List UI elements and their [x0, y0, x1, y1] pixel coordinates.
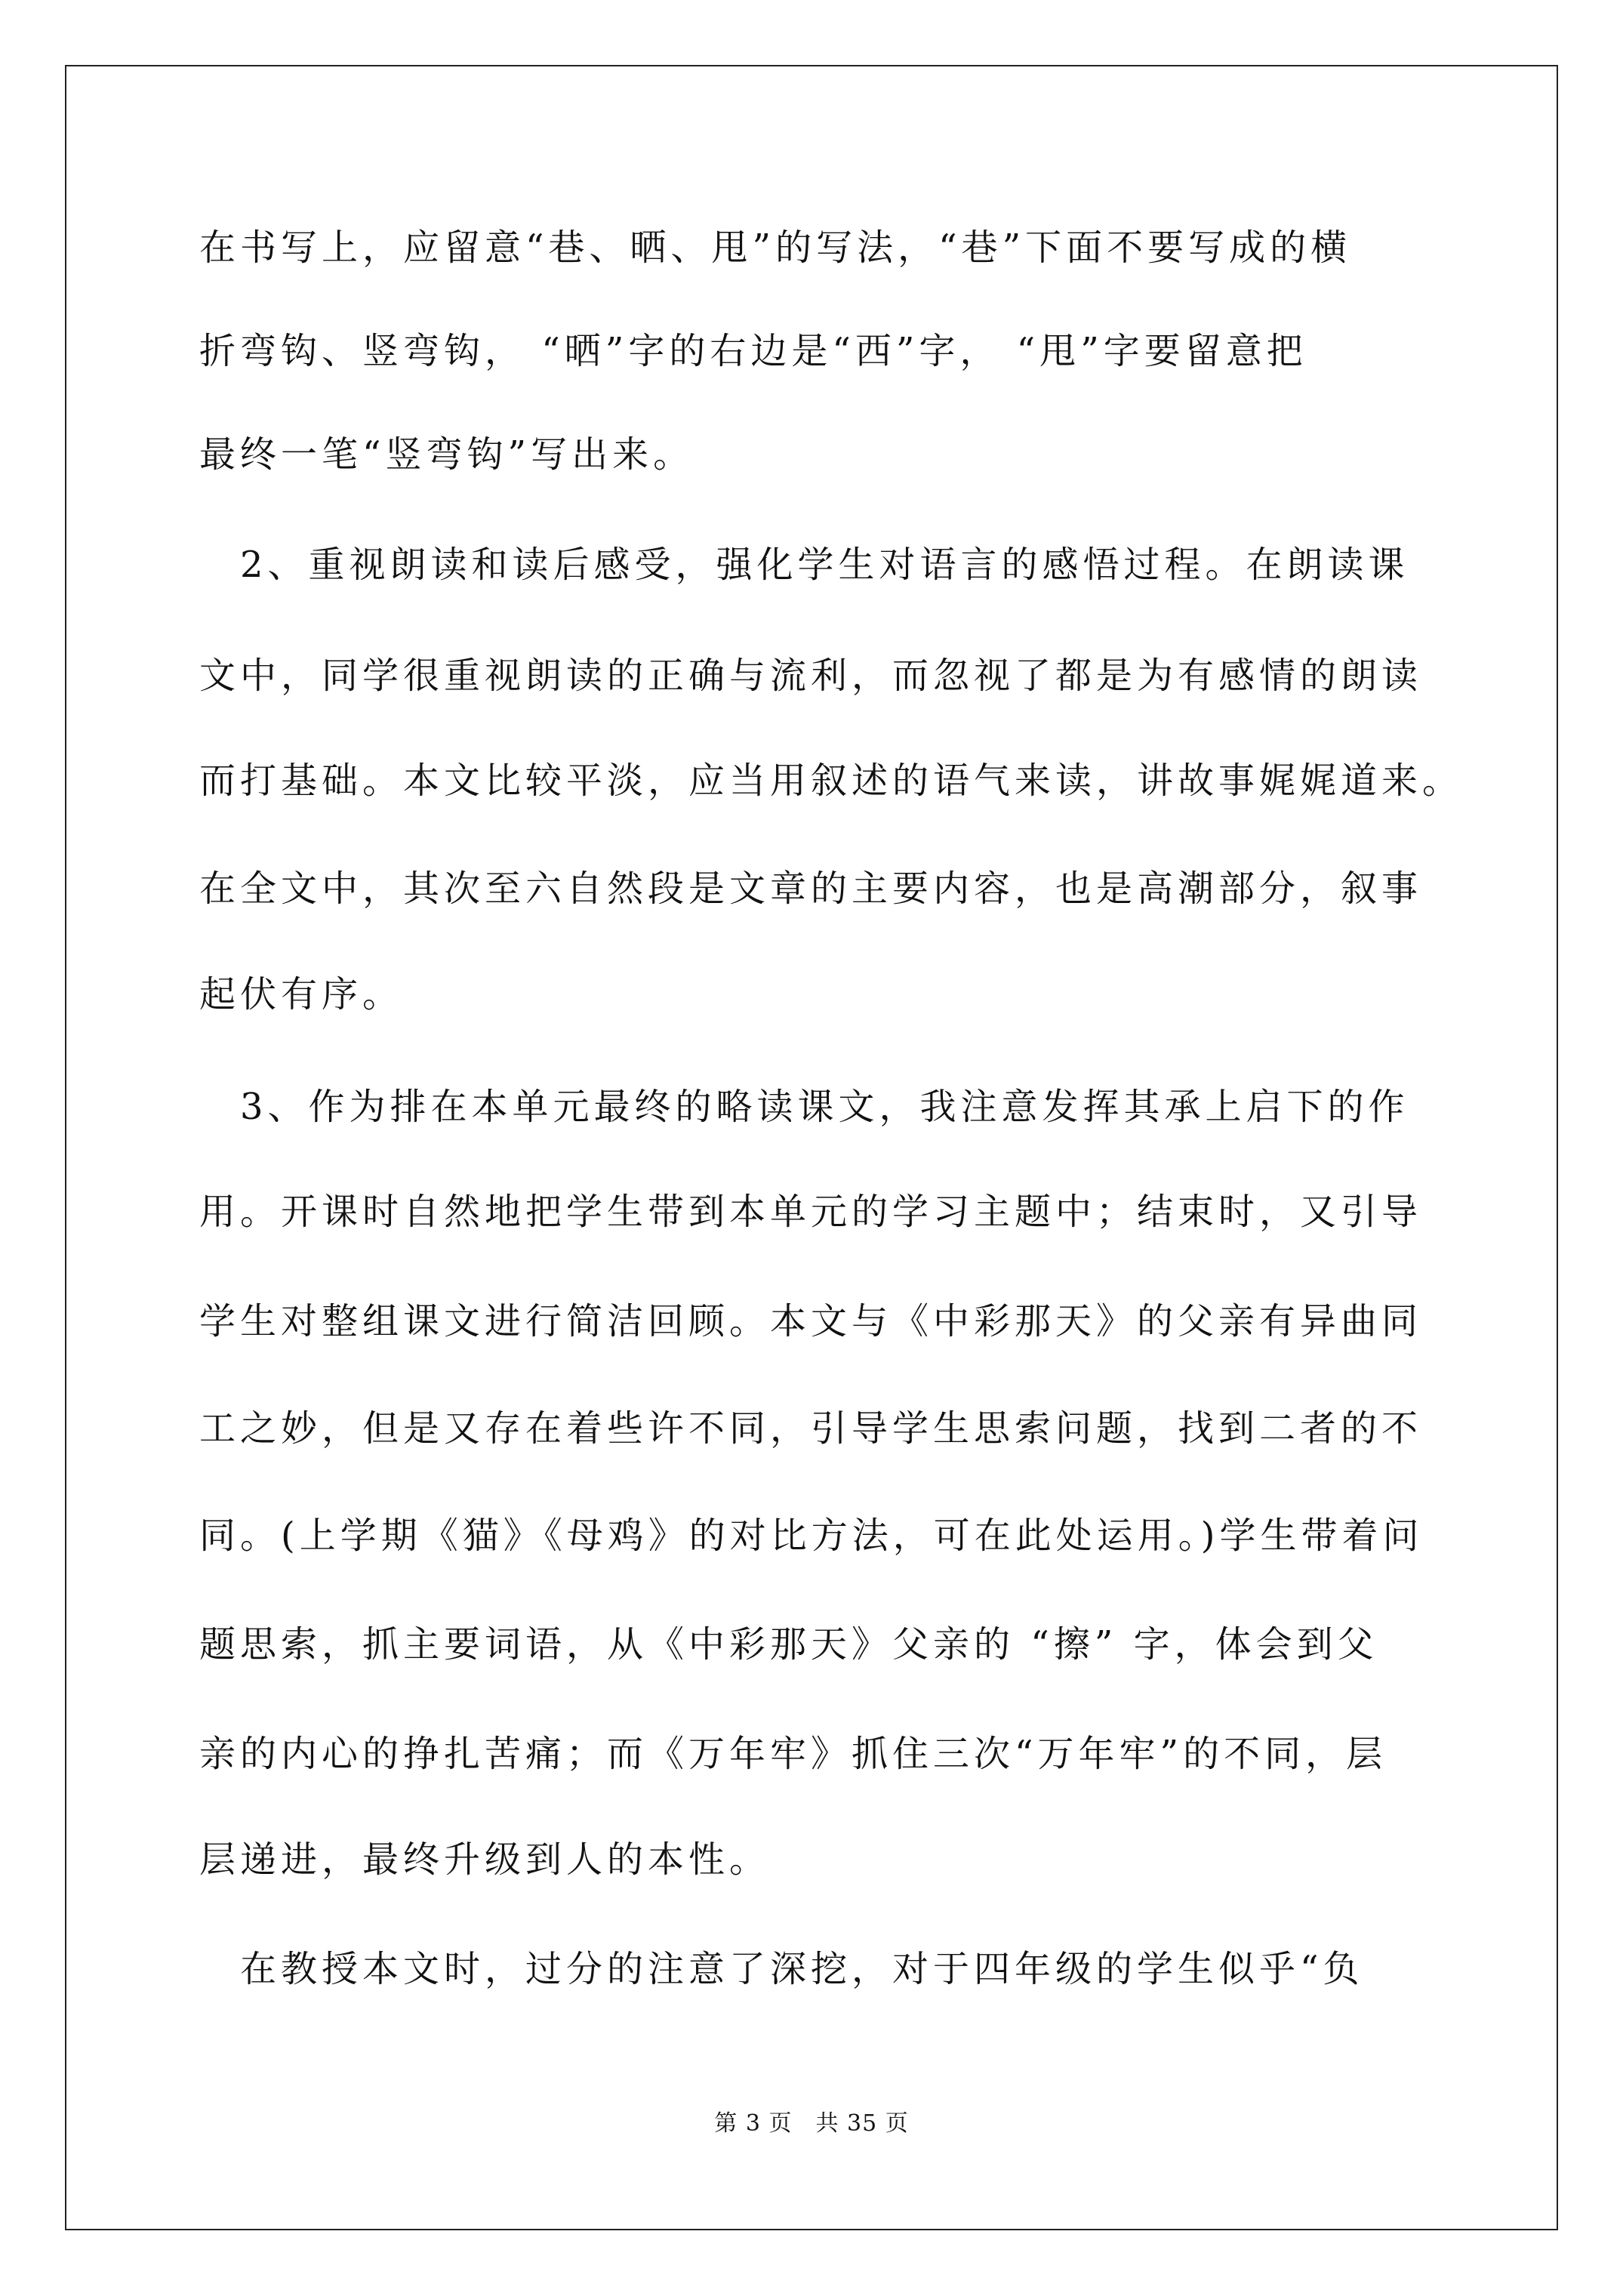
text-line: 用。开课时自然地把学生带到本单元的学习主题中；结束时，又引导	[199, 1191, 1423, 1233]
text-line: 题思索，抓主要词语，从《中彩那天》父亲的 “擦” 字，体会到父	[199, 1623, 1378, 1666]
text-line: 起伏有序。	[199, 973, 404, 1015]
text-line: 同。(上学期《猫》《母鸡》的对比方法，可在此处运用。)学生带着问	[199, 1515, 1424, 1557]
text-line: 亲的内心的挣扎苦痛；而《万年牢》抓住三次“万年牢”的不同，层	[199, 1733, 1387, 1775]
text-line: 在书写上，应留意“巷、晒、甩”的写法，“巷”下面不要写成的横	[199, 227, 1352, 269]
page-number: 第 3 页 共 35 页	[714, 2110, 909, 2137]
text-line: 而打基础。本文比较平淡，应当用叙述的语气来读，讲故事娓娓道来。	[199, 760, 1464, 802]
page-border	[65, 65, 1558, 2230]
text-line: 最终一笔“竖弯钩”写出来。	[199, 433, 694, 476]
text-line: 在教授本文时，过分的注意了深挖，对于四年级的学生似乎“负	[199, 1948, 1364, 1990]
text-line: 学生对整组课文进行简洁回顾。本文与《中彩那天》的父亲有异曲同	[199, 1300, 1423, 1342]
text-line: 工之妙，但是又存在着些许不同，引导学生思索问题，找到二者的不	[199, 1407, 1423, 1450]
text-line: 折弯钩、竖弯钩， “晒”字的右边是“西”字， “甩”字要留意把	[199, 330, 1307, 372]
text-line: 2、重视朗读和读后感受，强化学生对语言的感悟过程。在朗读课	[199, 544, 1409, 586]
text-line: 层递进，最终升级到人的本性。	[199, 1838, 771, 1881]
text-line: 文中，同学很重视朗读的正确与流利，而忽视了都是为有感情的朗读	[199, 655, 1423, 697]
text-line: 3、作为排在本单元最终的略读课文，我注意发挥其承上启下的作	[199, 1086, 1409, 1128]
text-line: 在全文中，其次至六自然段是文章的主要内容，也是高潮部分，叙事	[199, 868, 1423, 910]
